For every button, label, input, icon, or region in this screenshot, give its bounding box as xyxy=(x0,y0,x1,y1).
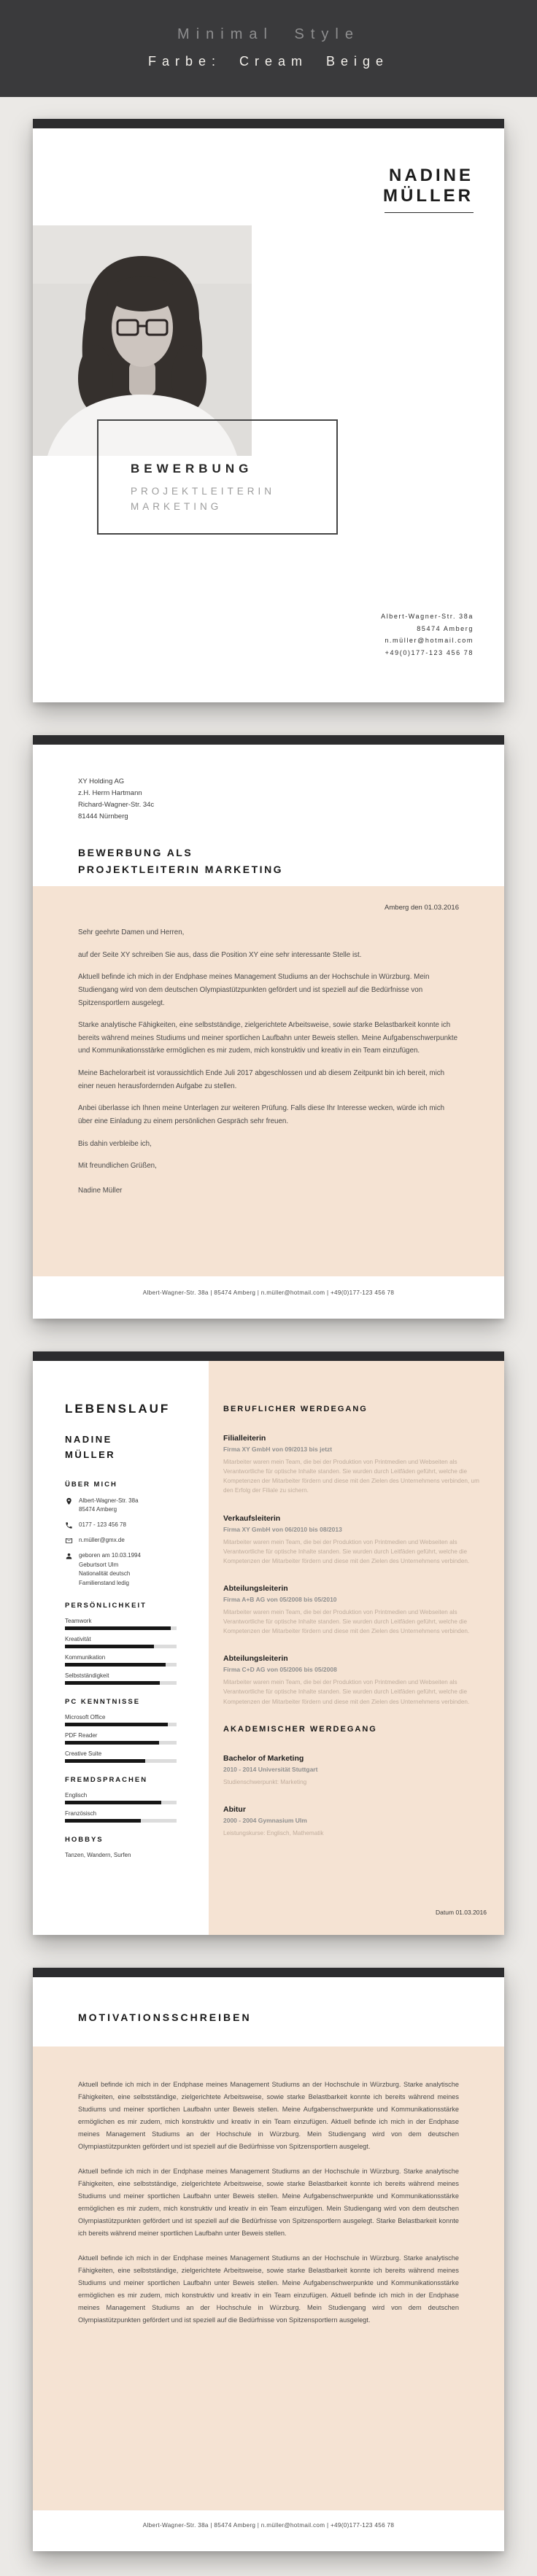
letter-paragraph: auf der Seite XY schreiben Sie aus, dass die Position XY eine sehr interessante Stelle ist. xyxy=(78,950,362,959)
skill-englisch xyxy=(65,1792,177,1804)
skill-bar-fill xyxy=(65,1663,166,1667)
cv-last-name: MÜLLER xyxy=(65,1448,116,1460)
letter-paragraph: Starke analytische Fähigkeiten, eine selbstständige, zielgerichtete Arbeitsweise, sowie starke Belastbarkeit konnte ich bereits während meines Studiums und meiner sportlichen Laufbahn unter Beweis stellen. Meine Aufgabenschwerpunkte und Kommunikationsstärke ermöglichen es mir zudem, mich konstruktiv und kreativ in ein Team einzufügen. xyxy=(78,1021,458,1055)
skill-bar-fill xyxy=(65,1801,161,1804)
academic-entry-title: Bachelor of Marketing xyxy=(223,1753,304,1763)
page-top-bar xyxy=(33,1351,504,1361)
skill-selbststaendigkeit xyxy=(65,1672,177,1685)
personality-heading: PERSÖNLICHKEIT xyxy=(65,1601,147,1610)
skill-label: Teamwork xyxy=(65,1617,92,1624)
motivation-paragraph: Aktuell befinde ich mich in der Endphase meines Management Studiums an der Hochschule in Würzburg. Starke analytische Fähigkeiten, eine selbstständige, zielgerichtete Arbeitsweise, sowie starke Belastbarkeit konnte ich bereits während meines Studiums und meiner sportlichen Laufbahn unter Beweis stellen. Meine Aufgabenschwerpunkte und Kommunikationsstärke ermöglichen es mir zudem, mich konstruktiv und kreativ in ein Team einzufügen. Aktuell befinde ich mich in der Endphase meines Management Studiums an der Hochschule in Würzburg. Mein Studiengang wird von dem deutschen Olympiastützpunkten gefördert und ist speziell auf die Bedürfnisse von Spitzensportlern ausgelegt. xyxy=(78,2254,459,2324)
skill-label: Creative Suite xyxy=(65,1750,102,1757)
letter-date: Amberg den 01.03.2016 xyxy=(385,904,459,912)
cover-page xyxy=(33,119,504,702)
applicant-last-name: MÜLLER xyxy=(383,186,474,206)
motivation-page xyxy=(33,1968,504,2551)
about-item-personal xyxy=(65,1551,177,1588)
career-entry-title: Verkaufsleiterin xyxy=(223,1513,281,1523)
recipient-company: XY Holding AG xyxy=(78,777,125,785)
cv-right-column xyxy=(209,1361,504,1935)
career-entry-period: Firma XY GmbH von 06/2010 bis 08/2013 xyxy=(223,1525,342,1533)
cover-subtitle-line1: PROJEKTLEITERIN xyxy=(131,486,276,497)
motivation-heading: MOTIVATIONSSCHREIBEN xyxy=(78,2011,252,2023)
languages-heading: FREMDSPRACHEN xyxy=(65,1775,148,1784)
career-entry-description: Mitarbeiter waren mein Team, die bei der Produktion von Printmedien und Webseiten als Verantwortliche für optische Inhalte standen. Sie wurden durch Leitfäden geführt, welche die Kompetenzen der Mitarbeiter fördern und diese mit den Zielen des Unternehmens verbinden. xyxy=(223,1679,470,1705)
hobbies-text: Tanzen, Wandern, Surfen xyxy=(65,1851,131,1858)
letter-salutation: Sehr geehrte Damen und Herren, xyxy=(78,928,185,936)
career-entry-description: Mitarbeiter waren mein Team, die bei der Produktion von Printmedien und Webseiten als Verantwortliche für optische Inhalte standen. Sie wurden durch Leitfäden geführt, welche die Kompetenzen der Mitarbeiter fördern und diese mit den Zielen des Unternehmens verbinden, um den Erfolg der Filiale zu sichern. xyxy=(223,1459,479,1494)
skill-pdf-reader xyxy=(65,1732,177,1745)
contact-email: n.müller@hotmail.com xyxy=(385,637,474,645)
skill-bar-fill xyxy=(65,1626,171,1630)
recipient-city: 81444 Nürnberg xyxy=(78,812,128,821)
academic-entry-title: Abitur xyxy=(223,1804,246,1814)
about-item-phone xyxy=(65,1521,177,1530)
letter-signature: Nadine Müller xyxy=(78,1186,123,1195)
skill-label: Microsoft Office xyxy=(65,1713,106,1720)
about-birthplace: Geburtsort Ulm xyxy=(79,1561,119,1568)
letter-heading-line1: BEWERBUNG ALS xyxy=(78,847,193,858)
cv-first-name: NADINE xyxy=(65,1434,112,1445)
applicant-first-name: NADINE xyxy=(388,166,474,185)
career-entry-description: Mitarbeiter waren mein Team, die bei der Produktion von Printmedien und Webseiten als Verantwortliche für optische Inhalte standen. Sie wurden durch Leitfäden geführt, welche die Kompetenzen der Mitarbeiter fördern und diese mit den Zielen des Unternehmens verbinden. xyxy=(223,1538,470,1564)
recipient-address xyxy=(78,776,154,823)
skill-microsoft-office xyxy=(65,1714,177,1726)
skill-kommunikation xyxy=(65,1654,177,1667)
contact-phone: +49(0)177-123 456 78 xyxy=(385,648,474,656)
about-birthdate: geboren am 10.03.1994 xyxy=(79,1551,141,1559)
motivation-paragraph: Aktuell befinde ich mich in der Endphase meines Management Studiums an der Hochschule in Würzburg. Starke analytische Fähigkeiten, eine selbstständige, zielgerichtete Arbeitsweise, sowie starke Belastbarkeit konnte ich bereits während meines Studiums und meiner sportlichen Laufbahn unter Beweis stellen. Meine Aufgabenschwerpunkte und Kommunikationsstärke ermöglichen es mir zudem, mich konstruktiv und kreativ in ein Team einzufügen. Mein Studiengang wird von dem deutschen Olympiastützpunkten gefördert und ist speziell auf die Bedürfnisse von Spitzensportlern ausgelegt. Starke Belastbarkeit konnte ich bereits während meiner sportlichen Laufbahn unter Beweis stellen. xyxy=(78,2168,459,2238)
career-entry-title: Abteilungsleiterin xyxy=(223,1654,288,1664)
about-item-email xyxy=(65,1536,177,1545)
skill-bar-track xyxy=(65,1723,177,1726)
skill-label: PDF Reader xyxy=(65,1731,98,1739)
about-item-address xyxy=(65,1497,177,1516)
letter-paragraph: Anbei überlasse ich Ihnen meine Unterlagen zur weiteren Prüfung. Falls diese Ihr Interesse wecken, würde ich mich über eine Einladung zu einem persönlichen Gespräch sehr freuen. xyxy=(78,1104,445,1125)
career-entry xyxy=(223,1514,487,1566)
contact-street: Albert-Wagner-Str. 38a xyxy=(381,613,474,620)
phone-icon xyxy=(65,1521,73,1530)
about-heading: ÜBER MICH xyxy=(65,1480,117,1489)
cv-applicant-name xyxy=(65,1432,177,1463)
about-email: n.müller@gmx.de xyxy=(79,1536,125,1543)
page-top-bar xyxy=(33,735,504,745)
cover-subtitle xyxy=(131,484,336,515)
recipient-contact-person: z.H. Herrn Hartmann xyxy=(78,789,142,798)
style-title: Minimal Style xyxy=(177,26,360,42)
career-entry-period: Firma C+D AG von 05/2006 bis 05/2008 xyxy=(223,1666,337,1674)
about-marital-status: Familienstand ledig xyxy=(79,1580,129,1587)
academic-entry-period: 2000 - 2004 Gymnasium Ulm xyxy=(223,1816,307,1824)
page-top-bar xyxy=(33,119,504,128)
skill-bar-fill xyxy=(65,1681,160,1685)
header-banner xyxy=(0,0,537,97)
academic-entry-period: 2010 - 2014 Universität Stuttgart xyxy=(223,1765,318,1773)
letter-paragraph: Aktuell befinde ich mich in der Endphase meines Management Studiums an der Hochschule in Würzburg. Mein Studiengang wird von dem deutschen Olympiastützpunkten gefördert und ist speziell auf die Bedürfnisse von Spitzensportlern ausgelegt. xyxy=(78,973,430,1007)
career-entry xyxy=(223,1654,487,1706)
about-item-text xyxy=(79,1521,126,1530)
career-entry-period: Firma XY GmbH von 09/2013 bis jetzt xyxy=(223,1446,333,1453)
career-entry xyxy=(223,1434,487,1496)
skill-franzoesisch xyxy=(65,1810,177,1823)
academic-entry xyxy=(223,1754,487,1787)
career-entry-title: Filialleiterin xyxy=(223,1434,266,1443)
career-entry xyxy=(223,1584,487,1636)
skill-bar-track xyxy=(65,1741,177,1745)
cv-left-column xyxy=(33,1361,209,1935)
academic-entry-description: Studienschwerpunkt: Marketing xyxy=(223,1778,307,1785)
location-pin-icon xyxy=(65,1497,73,1516)
career-entry-period: Firma A+B AG von 05/2008 bis 05/2010 xyxy=(223,1595,337,1603)
about-item-text xyxy=(79,1536,125,1545)
career-entry-title: Abteilungsleiterin xyxy=(223,1583,288,1593)
skill-kreativitaet xyxy=(65,1636,177,1648)
page-top-bar xyxy=(33,1968,504,1977)
page-footer: Albert-Wagner-Str. 38a | 85474 Amberg | n.müller@hotmail.com | +49(0)177-123 456 78 xyxy=(142,2522,395,2529)
skill-label: Französisch xyxy=(65,1809,97,1817)
pc-skills-heading: PC KENNTNISSE xyxy=(65,1697,141,1706)
cover-title: BEWERBUNG xyxy=(131,462,253,476)
academic-heading: AKADEMISCHER WERDEGANG xyxy=(223,1724,377,1734)
about-item-text xyxy=(79,1551,141,1588)
letter-heading-line2: PROJEKTLEITERIN MARKETING xyxy=(78,864,284,876)
cv-title: LEBENSLAUF xyxy=(65,1402,171,1416)
letter-closing-line1: Bis dahin verbleibe ich, xyxy=(78,1139,152,1148)
skill-bar-fill xyxy=(65,1741,159,1745)
skill-creative-suite xyxy=(65,1750,177,1763)
cover-subtitle-line2: MARKETING xyxy=(131,500,223,512)
skill-label: Selbstständigkeit xyxy=(65,1672,109,1679)
about-phone: 0177 - 123 456 78 xyxy=(79,1521,126,1529)
letter-heading xyxy=(78,845,283,878)
academic-section xyxy=(223,1725,487,1838)
name-underline xyxy=(385,212,474,213)
person-icon xyxy=(65,1551,73,1588)
letter-paragraph: Meine Bachelorarbeit ist voraussichtlich Ende Juli 2017 abgeschlossen und ab diesem Zeitpunkt bin ich bereit, mich einer neuen herausfordernden Aufgabe zu stellen. xyxy=(78,1069,445,1090)
skill-bar-fill xyxy=(65,1645,154,1648)
career-entry-description: Mitarbeiter waren mein Team, die bei der Produktion von Printmedien und Webseiten als Verantwortliche für optische Inhalte standen. Sie wurden durch Leitfäden geführt, welche die Kompetenzen der Mitarbeiter fördern und diese mit den Zielen des Unternehmens verbinden. xyxy=(223,1608,470,1635)
skill-teamwork xyxy=(65,1618,177,1630)
about-nationality: Nationalität deutsch xyxy=(79,1570,131,1578)
color-subtitle: Farbe: Cream Beige xyxy=(147,54,390,69)
recipient-street: Richard-Wagner-Str. 34c xyxy=(78,801,155,810)
letter-body xyxy=(78,926,459,1197)
about-city: 85474 Amberg xyxy=(79,1506,117,1513)
cv-date: Datum 01.03.2016 xyxy=(436,1909,487,1916)
skill-bar-fill xyxy=(65,1759,145,1763)
letter-closing-line2: Mit freundlichen Grüßen, xyxy=(78,1162,157,1171)
skill-bar-track xyxy=(65,1819,177,1823)
cover-letter-page xyxy=(33,735,504,1319)
about-street: Albert-Wagner-Str. 38a xyxy=(79,1497,139,1504)
academic-entry-description: Leistungskurse: Englisch, Mathematik xyxy=(223,1829,324,1836)
hobbies-heading: HOBBYS xyxy=(65,1835,104,1844)
contact-block xyxy=(381,610,474,659)
skill-bar-track xyxy=(65,1759,177,1763)
about-item-text xyxy=(79,1497,139,1516)
skill-label: Kreativität xyxy=(65,1635,91,1642)
skill-bar-track xyxy=(65,1626,177,1630)
envelope-icon xyxy=(65,1536,73,1545)
skill-label: Englisch xyxy=(65,1791,88,1799)
applicant-name xyxy=(383,166,474,207)
skill-bar-track xyxy=(65,1645,177,1648)
letter-panel xyxy=(33,886,504,1276)
skill-bar-track xyxy=(65,1801,177,1804)
academic-entry xyxy=(223,1805,487,1838)
page-footer: Albert-Wagner-Str. 38a | 85474 Amberg | n.müller@hotmail.com | +49(0)177-123 456 78 xyxy=(142,1289,395,1296)
skill-bar-track xyxy=(65,1681,177,1685)
skill-label: Kommunikation xyxy=(65,1653,106,1661)
motivation-paragraph: Aktuell befinde ich mich in der Endphase meines Management Studiums an der Hochschule in Würzburg. Starke analytische Fähigkeiten, eine selbstständige, zielgerichtete Arbeitsweise, sowie starke Belastbarkeit konnte ich bereits während meines Studiums und meiner sportlichen Laufbahn unter Beweis stellen. Meine Aufgabenschwerpunkte und Kommunikationsstärke ermöglichen es mir zudem, mich konstruktiv und kreativ in ein Team einzufügen. Aktuell befinde ich mich in der Endphase meines Management Studiums an der Hochschule in Würzburg. Mein Studiengang wird von dem deutschen Olympiastützpunkten gefördert und ist speziell auf die Bedürfnisse von Spitzensportlern ausgelegt. xyxy=(78,2081,459,2151)
cv-page xyxy=(33,1351,504,1935)
cover-title-box xyxy=(97,419,338,535)
career-heading: BERUFLICHER WERDEGANG xyxy=(223,1405,368,1413)
skill-bar-fill xyxy=(65,1819,141,1823)
skill-bar-track xyxy=(65,1663,177,1667)
contact-city: 85474 Amberg xyxy=(417,624,474,632)
skill-bar-fill xyxy=(65,1723,168,1726)
motivation-panel xyxy=(33,2047,504,2510)
